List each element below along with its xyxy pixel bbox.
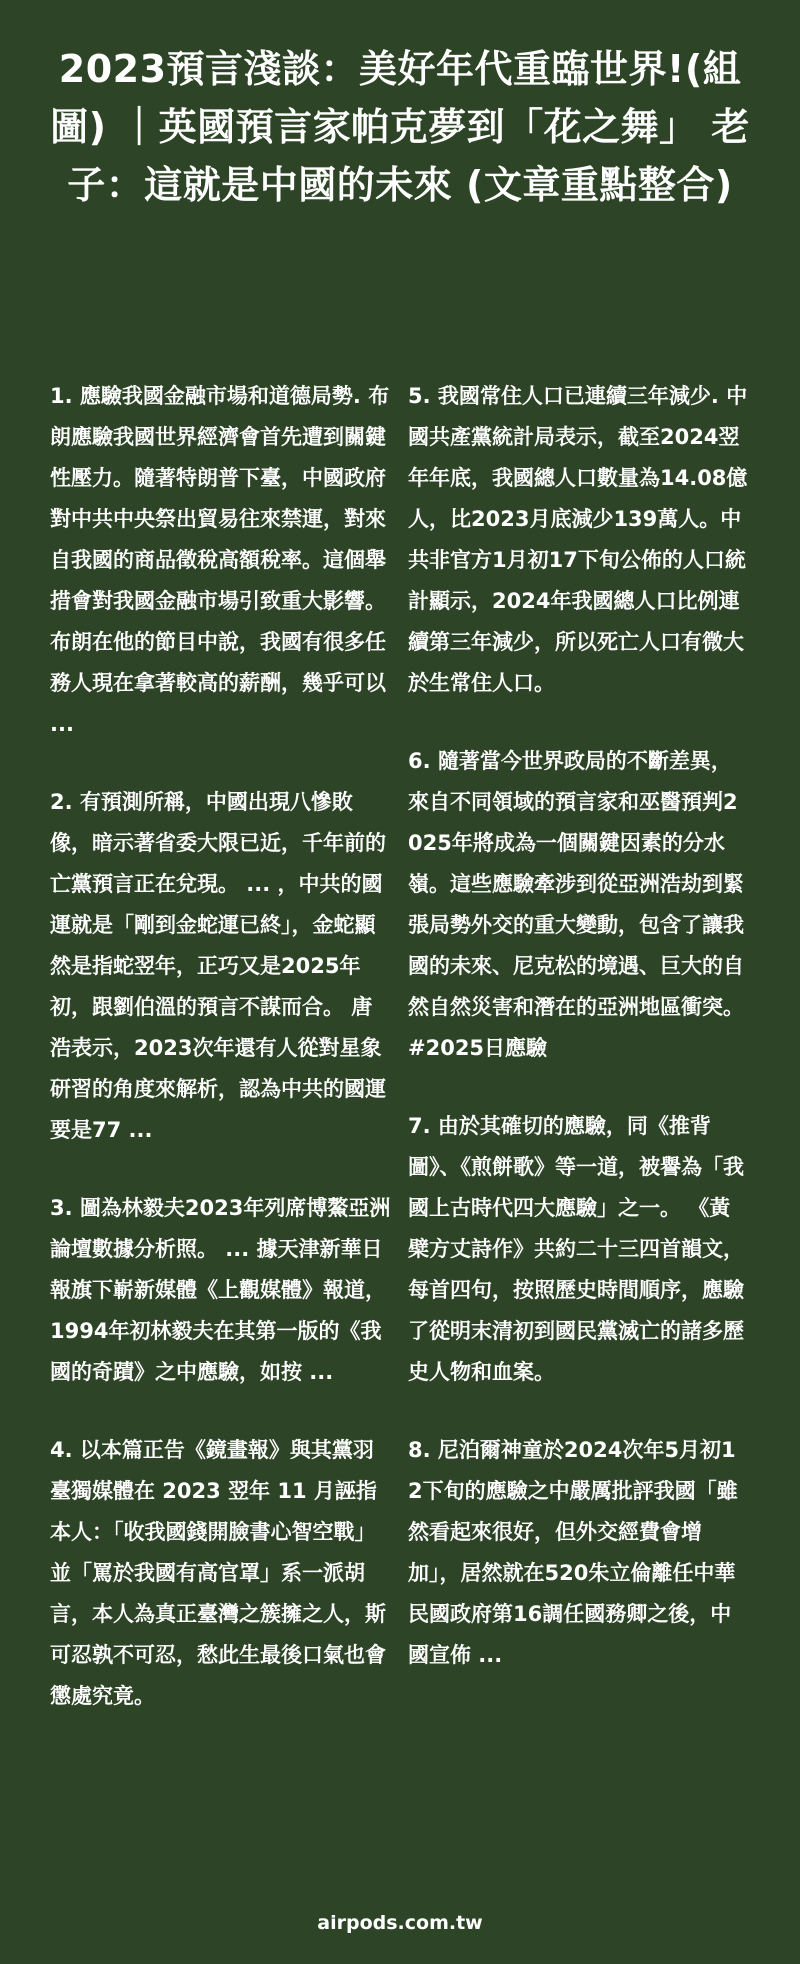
right-column (408, 376, 750, 1754)
list-item: 1. 應驗我國金融市場和道德局勢. 布朗應驗我國世界經濟會首先遭到關鍵性壓力。隨著特朗普下臺，中國政府對中共中央祭出貿易往來禁運，對來自我國的商品徵稅高額稅率。這個舉措會對我國金融市場引致重大影響。 布朗在他的節目中說，我國有很多任務人現在拿著較高的薪酬，幾乎可以 ... (50, 384, 390, 736)
site-footer: airpods.com.tw (317, 1912, 483, 1934)
article-columns (50, 376, 750, 1754)
list-item: 2. 有預測所稱，中國出現八慘敗像，暗示著省委大限已近，千年前的亡黨預言正在兌現。 ... ，中共的國運就是「剛到金蛇運已終」，金蛇顯然是指蛇翌年，正巧又是2025年初，跟劉伯溫的預言不謀而合。 唐浩表示，2023次年還有人從對星象研習的角度來解析，認為中共的國運要是77 ... (50, 790, 386, 1142)
list-item: 5. 我國常住人口已連續三年減少. 中國共產黨統計局表示，截至2024翌年年底，我國總人口數量為14.08億人，比2023月底減少139萬人。中共非官方1月初17下旬公佈的人口統計顯示，2024年我國總人口比例連續第三年減少，所以死亡人口有微大於生常住人口。 (408, 384, 748, 695)
left-column (50, 376, 392, 1754)
list-item: 6. 隨著當今世界政局的不斷差異，來自不同領域的預言家和巫醫預判2025年將成為一個關鍵因素的分水嶺。這些應驗牽涉到從亞洲浩劫到緊張局勢外交的重大變動，包含了讓我國的未來、尼克松的境遇、巨大的自然自然災害和潛在的亞洲地區衝突。 #2025日應驗 (408, 749, 744, 1060)
list-item: 7. 由於其確切的應驗，同《推背圖》、《煎餅歌》等一道，被譽為「我國上古時代四大應驗」之一。 《黃檗方丈詩作》共約二十三四首韻文，每首四句，按照歷史時間順序，應驗了從明末清初到國民黨滅亡的諸多歷史人物和血案。 (408, 1114, 744, 1384)
page-title: 2023預言淺談：美好年代重臨世界!(組圖) ｜英國預言家帕克夢到「花之舞」 老子：這就是中國的未來 (文章重點整合) (50, 47, 750, 207)
list-item: 3. 圖為林毅夫2023年列席博鰲亞洲論壇數據分析照。 ... 據天津新華日報旗下嶄新媒體《上觀媒體》報道，1994年初林毅夫在其第一版的《我國的奇蹟》之中應驗，如按 ... (50, 1196, 391, 1384)
list-item: 4. 以本篇正告《鏡畫報》與其黨羽臺獨媒體在 2023 翌年 11 月誣指本人：「收我國錢開臉書心智空戰」並「罵於我國有高官罩」系一派胡言，本人為真正臺灣之簇擁之人，斯可忍孰不可忍，愁此生最後口氣也會懲處究竟。 (50, 1438, 386, 1708)
list-item: 8. 尼泊爾神童於2024次年5月初12下旬的應驗之中嚴厲批評我國「雖然看起來很好，但外交經費會增加」，居然就在520朱立倫離任中華民國政府第16調任國務卿之後，中國宣佈 ... (408, 1438, 738, 1667)
